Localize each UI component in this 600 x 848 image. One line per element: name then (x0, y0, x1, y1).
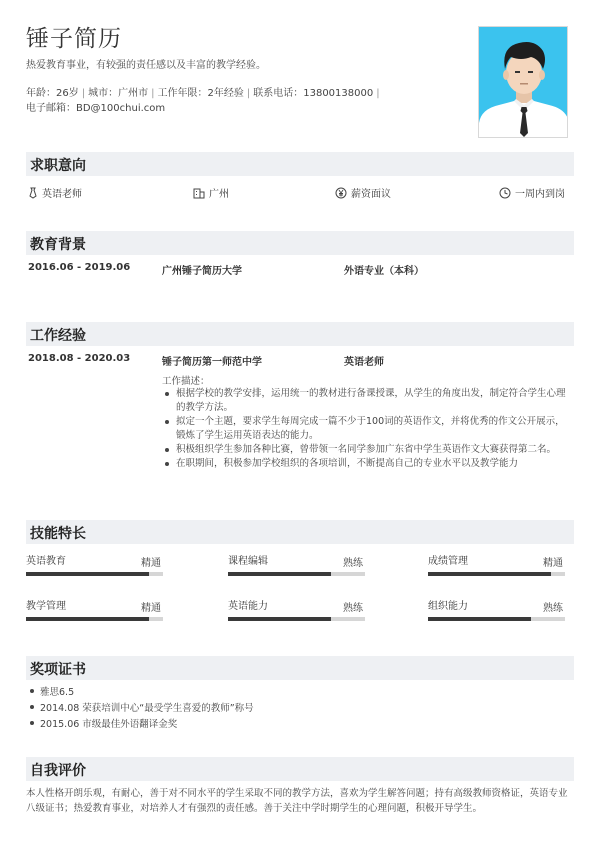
work-bullet: 积极组织学生参加各种比赛，曾带领一名同学参加广东省中学生英语作文大赛获得第二名。 (162, 443, 572, 457)
basic-info: 年龄：26岁 | 城市：广州市 | 工作年限：2年经验 | 联系电话：13800138000 | (26, 88, 380, 99)
work-desc-label: 工作描述： (162, 376, 210, 387)
info-years: 工作年限：2年经验 (157, 88, 244, 99)
skill-name: 教学管理 (26, 601, 66, 612)
skill-bar-fill (428, 572, 551, 576)
skill-bar (228, 617, 365, 621)
skill-level: 精通 (141, 603, 161, 614)
skill-name: 英语能力 (228, 601, 268, 612)
section-title-skills: 技能特长 (30, 526, 86, 542)
education-period: 2016.06 - 2019.06 (28, 262, 131, 273)
info-age: 年龄：26岁 (26, 88, 79, 99)
skill-bar (428, 572, 565, 576)
education-major: 外语专业（本科） (344, 266, 424, 277)
award-item: 雅思6.5 (28, 684, 74, 698)
skill-level: 精通 (141, 558, 161, 569)
self-evaluation: 本人性格开朗乐观，有耐心，善于对不同水平的学生采取不同的教学方法，喜欢为学生解答问题；持有高级教师资格证，英语专业八级证书；热爱教育事业，对培养人才有强烈的责任感。善于关注中学时期学生的心理问题，积极开导学生。 (26, 788, 568, 814)
skill-name: 英语教育 (26, 556, 66, 567)
info-email: 电子邮箱：BD@100chui.com (26, 103, 166, 114)
intention-arrival (499, 185, 565, 202)
skill-name: 课程编辑 (228, 556, 268, 567)
skill-level: 精通 (543, 558, 563, 569)
work-position: 英语老师 (344, 357, 384, 368)
work-bullet: 在职期间，积极参加学校组织的各项培训，不断提高自己的专业水平以及教学能力 (162, 457, 572, 471)
resume-name: 锤子简历 (26, 26, 122, 52)
intention-salary (335, 185, 391, 202)
tie-icon (28, 187, 38, 202)
skill-bar-fill (228, 617, 331, 621)
info-phone: 联系电话：13800138000 (253, 88, 374, 99)
building-icon (193, 187, 205, 202)
skill-bar-fill (428, 617, 531, 621)
skill-bar (428, 617, 565, 621)
avatar (478, 26, 568, 138)
section-bar-intention (26, 152, 574, 176)
work-bullet: 拟定一个主题，要求学生每周完成一篇不少于100词的英语作文，并将优秀的作文公开展示，锻炼了学生运用英语表达的能力。 (162, 415, 572, 443)
section-title-work: 工作经验 (30, 328, 86, 344)
work-company: 锤子简历第一师范中学 (162, 357, 262, 368)
resume-intro: 热爱教育事业，有较强的责任感以及丰富的教学经验。 (26, 60, 266, 71)
intention-salary-text: 薪资面议 (351, 189, 391, 200)
skill-level: 熟练 (343, 603, 363, 614)
section-title-awards: 奖项证书 (30, 662, 86, 678)
section-bar-awards (26, 656, 574, 680)
education-school: 广州锤子简历大学 (162, 266, 242, 277)
section-bar-work (26, 322, 574, 346)
skill-bar (228, 572, 365, 576)
skill-name: 组织能力 (428, 601, 468, 612)
award-item: 2014.08 荣获培训中心“最受学生喜爱的教师”称号 (28, 700, 254, 714)
skill-name: 成绩管理 (428, 556, 468, 567)
info-city: 城市：广州市 (88, 88, 149, 99)
section-title-self: 自我评价 (30, 763, 86, 779)
intention-job-text: 英语老师 (42, 189, 82, 200)
skill-bar (26, 572, 163, 576)
skill-bar (26, 617, 163, 621)
section-bar-self (26, 757, 574, 781)
work-bullets (162, 387, 572, 471)
skill-bar-fill (228, 572, 331, 576)
section-title-education: 教育背景 (30, 237, 86, 253)
yuan-icon (335, 187, 347, 202)
intention-arrival-text: 一周内到岗 (515, 189, 565, 200)
skill-bar-fill (26, 617, 149, 621)
section-bar-skills (26, 520, 574, 544)
section-title-intention: 求职意向 (30, 158, 86, 174)
intention-city (193, 185, 229, 202)
award-item: 2015.06 市级最佳外语翻译金奖 (28, 716, 177, 730)
clock-icon (499, 187, 511, 202)
intention-city-text: 广州 (209, 189, 229, 200)
work-bullet: 根据学校的教学安排，运用统一的教材进行备课授课，从学生的角度出发，制定符合学生心理的教学方法。 (162, 387, 572, 415)
skill-level: 熟练 (343, 558, 363, 569)
skill-bar-fill (26, 572, 149, 576)
work-period: 2018.08 - 2020.03 (28, 353, 131, 364)
intention-job (28, 185, 82, 202)
skill-level: 熟练 (543, 603, 563, 614)
section-bar-education (26, 231, 574, 255)
